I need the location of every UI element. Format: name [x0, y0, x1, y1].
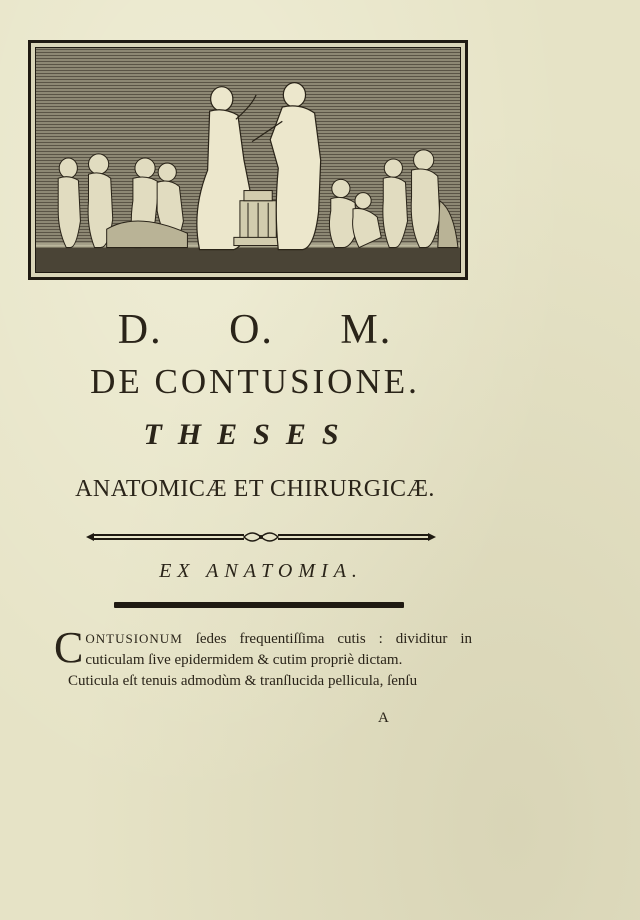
theses-heading: THESES [143, 418, 355, 451]
engraved-vignette [28, 40, 468, 280]
first-word: ONTUSIONUM [85, 631, 183, 646]
heavy-rule [114, 602, 404, 608]
drop-cap: C [54, 623, 84, 672]
dom-heading: D. O. M. [117, 307, 393, 353]
paragraph-1-text: ſedes frequentiſſima cutis : dividitur in cuticulam ſive epidermidem & cutim propriè dictam. [85, 631, 472, 668]
section-heading: EX ANATOMIA. [159, 560, 363, 582]
paragraph-1 [54, 623, 472, 672]
subtitle: ANATOMICÆ ET CHIRURGICÆ. [75, 476, 435, 502]
signature-mark: A [378, 710, 389, 726]
ornament-rule-icon [86, 528, 436, 546]
paragraph-2: Cuticula eſt tenuis admodùm & tranſlucida pellicula, ſenſu [68, 673, 418, 689]
vignette-figures-icon [36, 48, 460, 272]
body-text [54, 623, 472, 692]
vignette-engraving [35, 47, 461, 273]
page-title: DE CONTUSIONE. [90, 362, 420, 401]
